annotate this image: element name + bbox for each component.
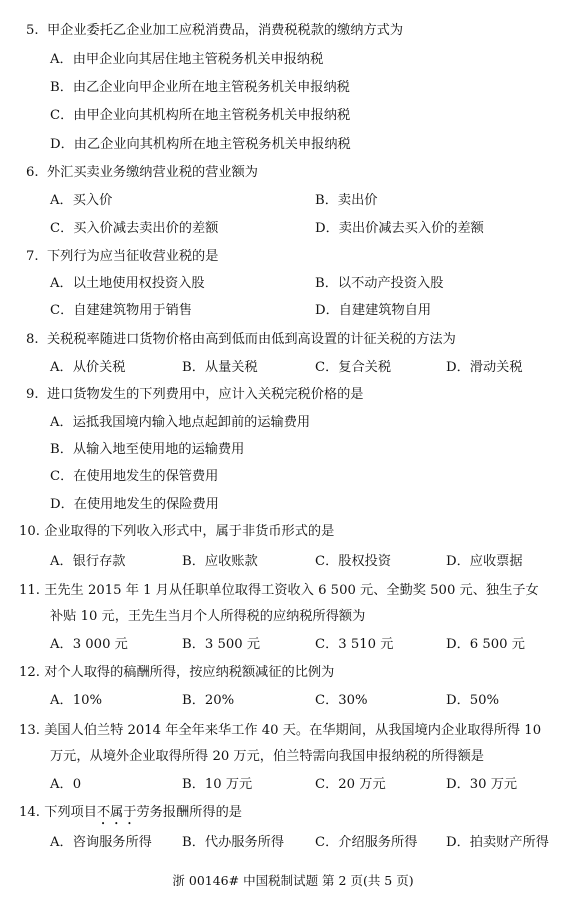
options-row (50, 220, 550, 238)
option-c: C．买入价减去卖出价的差额 (50, 221, 219, 236)
question-stem-emphasis: 不属于 (96, 805, 137, 820)
option-a: A．10% (50, 693, 103, 708)
question-stem: 甲企业委托乙企业加工应税消费品，消费税税款的缴纳方式为 (46, 23, 404, 38)
question-11-number-stem (19, 582, 539, 600)
option-b: B．从输入地至使用地的运输费用 (50, 442, 245, 457)
option-d: D．自建建筑物自用 (315, 303, 432, 318)
option-a: A．运抵我国境内输入地点起卸前的运输费用 (50, 415, 311, 430)
question-5-number-stem (26, 22, 403, 40)
option-b: B．由乙企业向甲企业所在地主管税务机关申报纳税 (50, 80, 350, 95)
options-row (50, 275, 550, 293)
option-c: C．30% (315, 693, 368, 708)
option-d: D．由乙企业向其机构所在地主管税务机关申报纳税 (50, 137, 351, 152)
option-d: D．拍卖财产所得 (446, 835, 549, 850)
question-number: 14. (19, 805, 40, 820)
option-b: B．卖出价 (315, 193, 378, 208)
question-7-number-stem (26, 248, 218, 266)
option-d: D．卖出价减去买入价的差额 (315, 221, 484, 236)
option-c: C．介绍服务所得 (315, 835, 418, 850)
option-c: C．20 万元 (315, 777, 386, 792)
question-stem: 外汇买卖业务缴纳营业税的营业额为 (46, 165, 258, 180)
option-c: C．由甲企业向其机构所在地主管税务机关申报纳税 (50, 108, 351, 123)
question-stem: 下列行为应当征收营业税的是 (46, 249, 219, 264)
option-a: A．以土地使用权投资入股 (50, 276, 205, 291)
option-b: B．代办服务所得 (182, 835, 285, 850)
option-a: A．银行存款 (50, 554, 126, 569)
option-c: C．自建建筑物用于销售 (50, 303, 192, 318)
option-d: D．应收票据 (446, 554, 523, 569)
question-8-number-stem (26, 331, 456, 349)
option-b: B．应收账款 (182, 554, 258, 569)
option-c: C．复合关税 (315, 360, 392, 375)
option-a: A．咨询服务所得 (50, 835, 152, 850)
option-c: C．股权投资 (315, 554, 392, 569)
question-number: 13. (19, 723, 40, 738)
page-footer: 浙 00146# 中国税制试题 第 2 页(共 5 页) (172, 873, 414, 888)
option-b: B．3 500 元 (182, 637, 261, 652)
question-stem-pre: 下列项目 (44, 805, 97, 820)
question-number: 8. (26, 332, 39, 347)
question-14-number-stem (19, 804, 242, 822)
options-row (50, 776, 560, 794)
question-stem-post: 劳务报酬所得的是 (136, 805, 242, 820)
options-row (50, 834, 560, 852)
option-b: B．从量关税 (182, 360, 258, 375)
option-d: D．50% (446, 693, 500, 708)
option-a: A．由甲企业向其居住地主管税务机关申报纳税 (50, 52, 324, 67)
question-9-number-stem (26, 386, 363, 404)
option-d: D．滑动关税 (446, 360, 523, 375)
option-a: A．从价关税 (50, 360, 126, 375)
question-number: 7. (26, 249, 39, 264)
question-stem: 企业取得的下列收入形式中，属于非货币形式的是 (44, 524, 335, 539)
question-stem: 进口货物发生的下列费用中，应计入关税完税价格的是 (46, 387, 364, 402)
option-c: C．3 510 元 (315, 637, 394, 652)
option-a: A．0 (50, 777, 82, 792)
question-6-number-stem (26, 164, 258, 182)
options-row (50, 692, 560, 710)
option-d: D．在使用地发生的保险费用 (50, 497, 219, 512)
question-stem: 王先生 2015 年 1 月从任职单位取得工资收入 6 500 元、全勤奖 500 元、独生子女 (44, 583, 539, 598)
option-b: B．10 万元 (182, 777, 253, 792)
question-stem: 关税税率随进口货物价格由高到低而由低到高设置的计征关税的方法为 (46, 332, 456, 347)
option-b: B．以不动产投资入股 (315, 276, 444, 291)
question-number: 5. (26, 23, 39, 38)
question-number: 12. (19, 665, 40, 680)
options-row (50, 636, 560, 654)
question-stem: 美国人伯兰特 2014 年全年来华工作 40 天。在华期间，从我国境内企业取得所得 10 (44, 723, 542, 738)
question-number: 9. (26, 387, 39, 402)
option-d: D．30 万元 (446, 777, 518, 792)
question-number: 11. (19, 583, 40, 598)
question-10-number-stem (19, 523, 334, 541)
option-b: B．20% (182, 693, 235, 708)
question-number: 10. (19, 524, 40, 539)
option-d: D．6 500 元 (446, 637, 525, 652)
question-stem: 对个人取得的稿酬所得，按应纳税额减征的比例为 (44, 665, 335, 680)
options-row (50, 302, 550, 320)
question-12-number-stem (19, 664, 334, 682)
options-row (50, 359, 560, 377)
question-13-number-stem (19, 722, 541, 740)
question-stem-continued: 补贴 10 元，王先生当月个人所得税的应纳税所得额为 (50, 609, 366, 624)
option-a: A．3 000 元 (50, 637, 128, 652)
question-number: 6. (26, 165, 39, 180)
options-row (50, 192, 550, 210)
options-row (50, 553, 560, 571)
option-c: C．在使用地发生的保管费用 (50, 469, 219, 484)
question-stem-continued: 万元，从境外企业取得所得 20 万元，伯兰特需向我国申报纳税的所得额是 (50, 749, 484, 764)
option-a: A．买入价 (50, 193, 113, 208)
